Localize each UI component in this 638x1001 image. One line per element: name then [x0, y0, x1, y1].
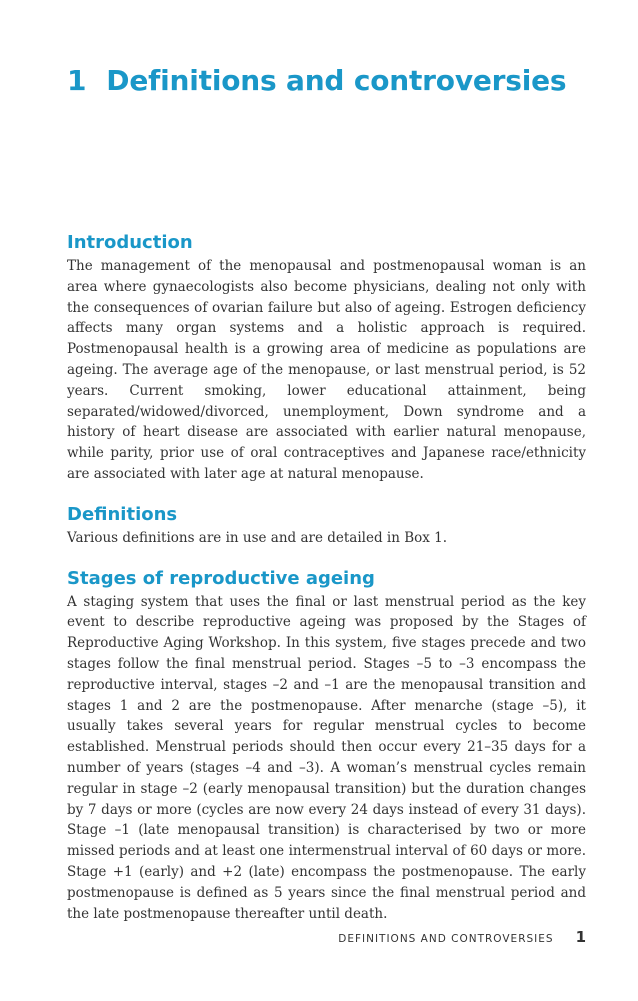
chapter-body	[67, 230, 586, 924]
section-spacer	[67, 549, 586, 566]
section-paragraph-introduction: The management of the menopausal and postmenopausal woman is an area where gynaecologists also become physicians, dealing not only with the consequences of ovarian failure but also of ageing. Estrogen deficiency affects many organ systems and a holistic approach is required. Postmenopausal health is a growing area of medicine as populations are ageing. The average age of the menopause, or last menstrual period, is 52 years. Current smoking, lower educational attainment, being separated/widowed/divorced, unemployment, Down syndrome and a history of heart disease are associated with earlier natural menopause, while parity, prior use of oral contraceptives and Japanese race/ethnicity are associated with later age at natural menopause.	[67, 258, 586, 482]
section-spacer	[67, 485, 586, 502]
chapter-title	[67, 64, 566, 97]
chapter-number: 1	[67, 64, 87, 97]
section-introduction	[67, 230, 586, 485]
section-stages	[67, 566, 586, 925]
section-paragraph-definitions: Various definitions are in use and are detailed in Box 1.	[67, 529, 448, 546]
section-heading-introduction: Introduction	[67, 232, 193, 253]
section-definitions	[67, 502, 586, 549]
section-heading-stages: Stages of reproductive ageing	[67, 567, 375, 589]
page-footer	[338, 928, 586, 946]
chapter-title-text: Definitions and controversies	[106, 64, 567, 97]
page-number: 1	[575, 928, 586, 946]
section-paragraph-stages: A staging system that uses the final or last menstrual period as the key event to describe reproductive ageing was proposed by the Stages of Reproductive Aging Workshop. In this system, five stages precede and two stages follow the final menstrual period. Stages –5 to –3 encompass the reproductive interval, stages –2 and –1 are the menopausal transition and stages 1 and 2 are the postmenopause. After menarche (stage –5), it usually takes several years for regular menstrual cycles to become established. Menstrual periods should then occur every 21–35 days for a number of years (stages –4 and –3). A woman’s menstrual cycles remain regular in stage –2 (early menopausal transition) but the duration changes by 7 days or more (cycles are now every 24 days instead of every 31 days). Stage –1 (late menopausal transition) is characterised by two or more missed periods and at least one intermenstrual interval of 60 days or more. Stage +1 (early) and +2 (late) encompass the postmenopause. The early postmenopause is defined as 5 years since the final menstrual period and the late postmenopause thereafter until death.	[67, 593, 586, 922]
section-heading-definitions: Definitions	[67, 503, 178, 525]
running-head: DEFINITIONS AND CONTROVERSIES	[338, 933, 554, 945]
